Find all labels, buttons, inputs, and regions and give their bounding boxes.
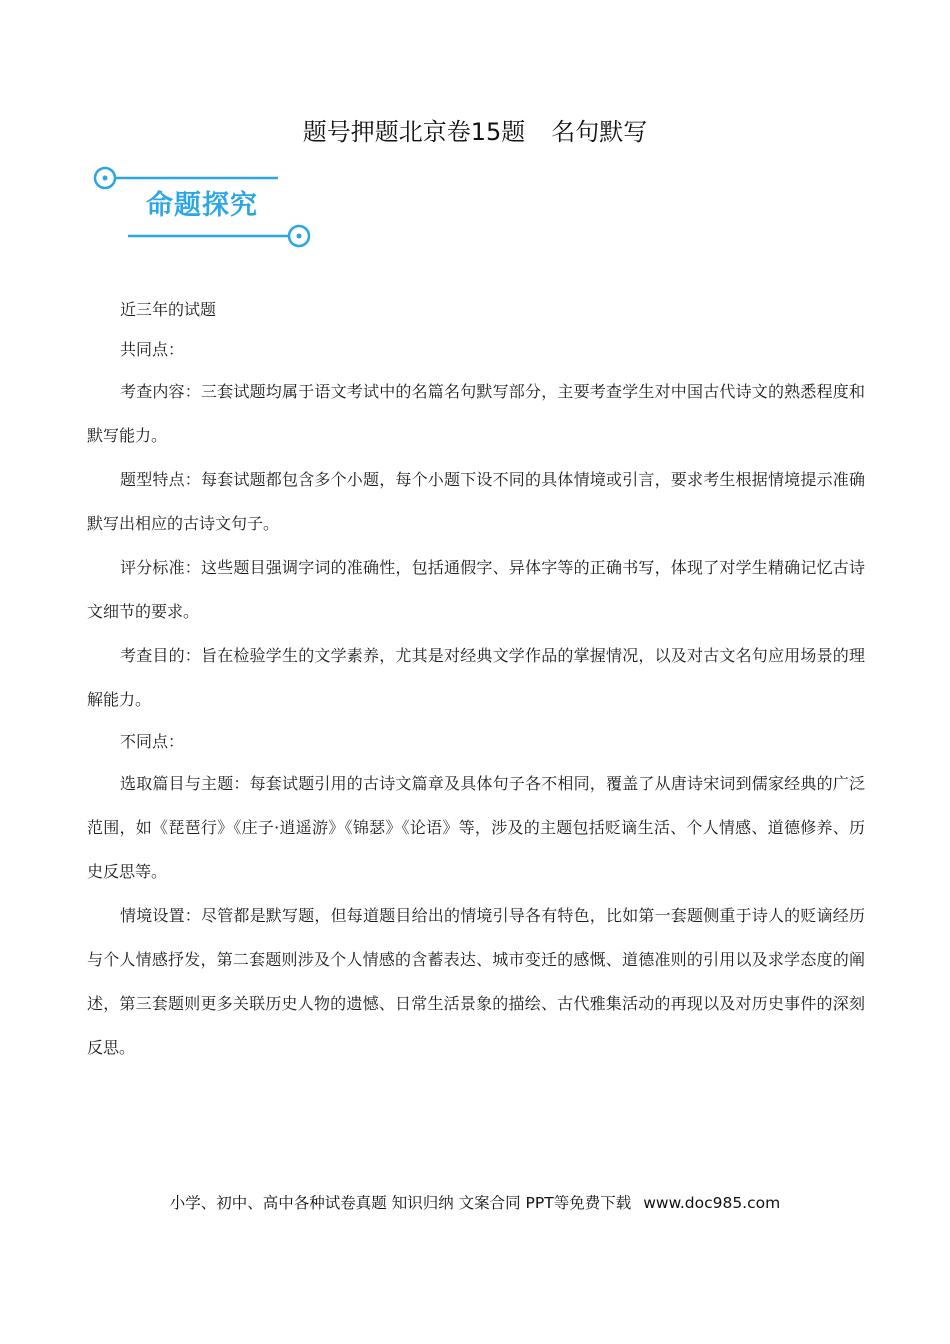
page-title: [0, 116, 950, 148]
paragraph: 不同点：: [120, 732, 185, 751]
paragraph: 共同点：: [120, 340, 185, 359]
title-main: 题号押题北京卷15题: [302, 118, 526, 146]
footer-text: 小学、初中、高中各种试卷真题 知识归纳 文案合同 PPT等免费下载: [169, 1194, 632, 1212]
page-footer: [0, 1190, 950, 1216]
title-sub: 名句默写: [551, 118, 648, 146]
document-body: [87, 290, 865, 1070]
footer-url: www.doc985.com: [643, 1194, 781, 1212]
paragraph: 考查内容：三套试题均属于语文考试中的名篇名句默写部分，主要考查学生对中国古代诗文的熟悉程度和默写能力。: [87, 382, 865, 445]
paragraph: 近三年的试题: [120, 300, 217, 319]
paragraph: 考查目的：旨在检验学生的文学素养，尤其是对经典文学作品的掌握情况，以及对古文名句应用场景的理解能力。: [87, 646, 865, 709]
paragraph: 题型特点：每套试题都包含多个小题，每个小题下设不同的具体情境或引言，要求考生根据情境提示准确默写出相应的古诗文句子。: [87, 470, 865, 533]
paragraph: 情境设置：尽管都是默写题，但每道题目给出的情境引导各有特色，比如第一套题侧重于诗人的贬谪经历与个人情感抒发，第二套题则涉及个人情感的含蓄表达、城市变迁的感慨、道德准则的引用以及求学态度的阐述，第三套题则更多关联历史人物的遗憾、日常生活景象的描绘、古代雅集活动的再现以及对历史事件的深刻反思。: [87, 906, 865, 1057]
banner-label: 命题探究: [146, 190, 258, 221]
paragraph: 选取篇目与主题：每套试题引用的古诗文篇章及具体句子各不相同，覆盖了从唐诗宋词到儒家经典的广泛范围，如《琵琶行》《庄子·逍遥游》《锦瑟》《论语》等，涉及的主题包括贬谪生活、个人情感、道德修养、历史反思等。: [87, 774, 865, 881]
paragraph: 评分标准：这些题目强调字词的准确性，包括通假字、异体字等的正确书写，体现了对学生精确记忆古诗文细节的要求。: [87, 558, 865, 621]
